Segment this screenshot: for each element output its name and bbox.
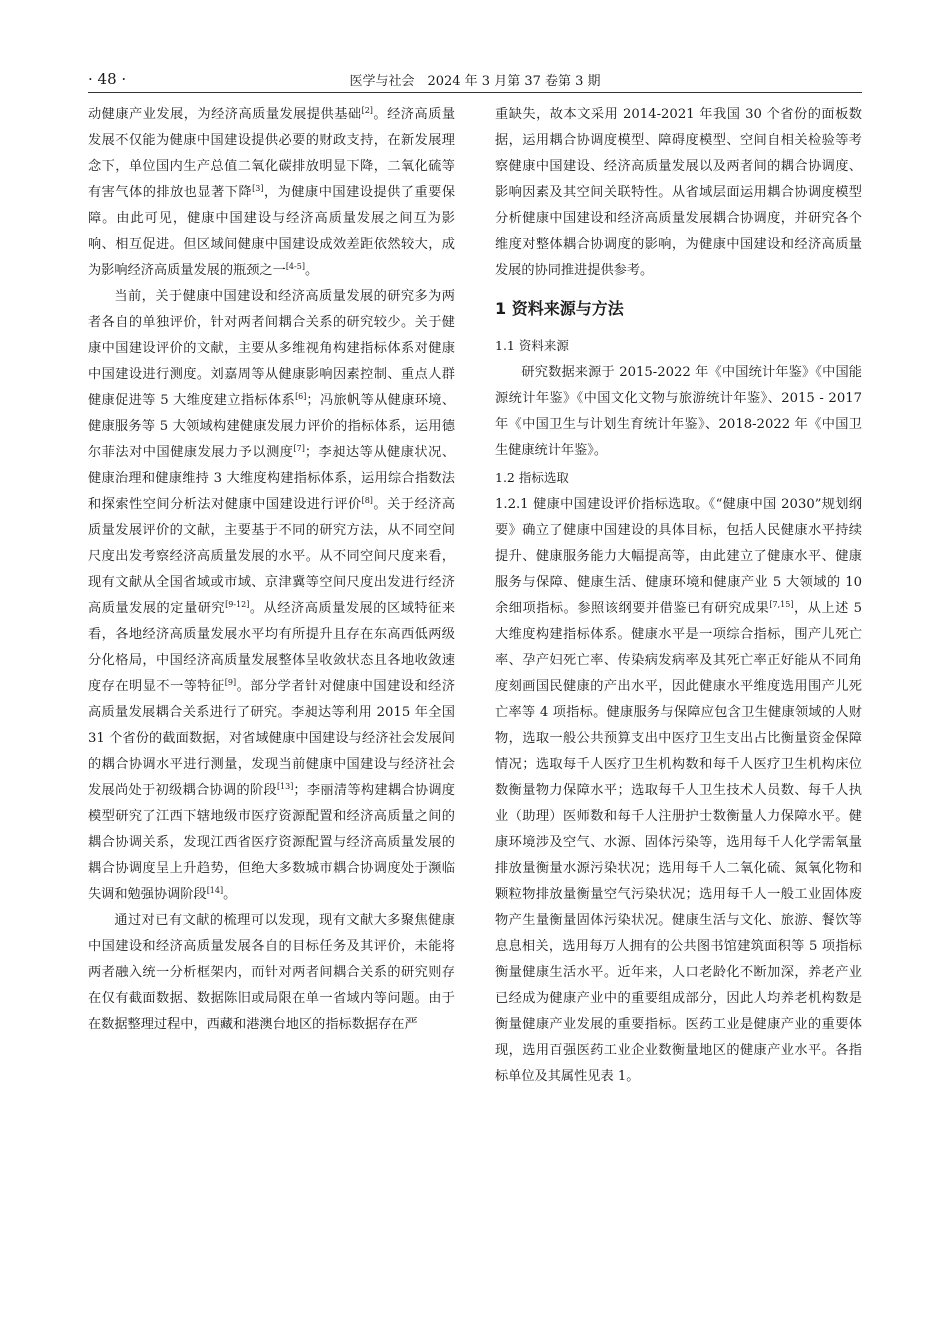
page-header [88,66,862,96]
text-segment: 。 [223,887,237,902]
citation-ref: [14] [206,886,224,895]
paragraph-indicator-selection [495,492,862,1090]
text-segment: ；李丽清等构建耦合协调度模型研究了江西下辖地级市医疗资源配置和经济高质量之间的耦合协调关系，发现江西省医疗资源配置与经济高质量发展的耦合协调度呈上升趋势，但绝大多数城市耦合协调度处于濒临失调和勉强协调阶段 [88,783,455,902]
text-segment: ；李昶达等从健康状况、健康治理和健康维持 3 大维度构建指标体系，运用综合指数法和探索性空间分析法对健康中国建设进行评价 [88,445,456,512]
citation-ref: [3] [252,184,264,193]
paragraph-data-source: 研究数据来源于 2015-2022 年《中国统计年鉴》《中国能源统计年鉴》《中国文化文物与旅游统计年鉴》、2015 - 2017 年《中国卫生与计划生育统计年鉴》、2018-2022 年《中国卫生健康统计年鉴》。 [495,365,862,458]
text-segment: 。部分学者针对健康中国建设和经济高质量发展耦合关系进行了研究。李昶达等利用 2015 年全国 31 个省份的截面数据，对省域健康中国建设与经济社会发展间的耦合协调水平进行测量，发现当前健康中国建设与经济社会发展尚处于初级耦合协调的阶段 [88,679,456,798]
citation-ref: [9] [224,678,237,687]
citation-ref: [6] [295,392,307,401]
text-segment: 当前，关于健康中国建设和经济高质量发展的研究多为两者各自的单独评价，针对两者间耦合关系的研究较少。关于健康中国建设评价的文献，主要从多维视角构建指标体系对健康中国建设进行测度。刘嘉周等从健康影响因素控制、重点人群健康促进等 5 大维度建立指标体系 [88,289,455,408]
paragraph-research-gap: 通过对已有文献的梳理可以发现，现有文献大多聚焦健康中国建设和经济高质量发展各自的目标任务及其评价，未能将两者融入统一分析框架内，而针对两者间耦合关系的研究则存在仅有截面数据、数据陈旧或局限在单一省域内等问题。由于在数据整理过程中，西藏和港澳台地区的指标数据存在严 [88,913,455,1032]
citation-ref: [7] [293,444,305,453]
text-segment: 。从经济高质量发展的区域特征来看，各地经济高质量发展水平均有所提升且存在东高西低两级分化格局，中国经济高质量发展整体呈收敛状态且各地收敛速度存在明显不一等特征 [88,601,456,694]
paragraph-intro-continued [88,102,455,284]
paragraph-study-aim: 重缺失，故本文采用 2014-2021 年我国 30 个省份的面板数据，运用耦合协调度模型、障碍度模型、空间自相关检验等考察健康中国建设、经济高质量发展以及两者间的耦合协调度、影响因素及其空间关联特性。从省域层面运用耦合协调度模型分析健康中国建设和经济高质量发展耦合协调度，并研究各个维度对整体耦合协调度的影响，为健康中国建设和经济高质量发展的协同推进提供参考。 [495,107,862,278]
text-segment: ，为健康中国建设提供了重要保障。由此可见，健康中国建设与经济高质量发展之间互为影响、相互促进。但区域间健康中国建设成效差距依然较大，成为影响经济高质量发展的瓶颈之一 [88,185,456,278]
subsection-heading-indicators: 1.2 指标选取 [495,470,569,485]
text-segment: 。经济高质量发展不仅能为健康中国建设提供必要的财政支持，在新发展理念下，单位国内生产总值二氧化碳排放明显下降，二氧化硫等有害气体的排放也显著下降 [88,107,456,200]
text-segment: ；冯旅帆等从健康环境、健康服务等 5 大领域构建健康发展力评价的指标体系，运用德尔菲法对中国健康发展力予以测度 [88,393,456,460]
journal-running-head: 医学与社会 2024 年 3 月第 37 卷第 3 期 [349,74,601,89]
right-column [495,102,862,1090]
header-rule [88,92,862,93]
citation-ref: [4-5] [285,262,305,271]
text-segment: 。 [304,263,319,278]
page-number: · 48 · [88,70,127,88]
text-segment: 动健康产业发展，为经济高质量发展提供基础 [88,107,362,122]
citation-ref: [2] [361,106,373,115]
citation-ref: [9-12] [225,600,250,609]
left-column [88,102,455,1038]
citation-ref: [13] [276,782,294,791]
text-segment: 。关于经济高质量发展评价的文献，主要基于不同的研究方法，从不同空间尺度出发考察经济高质量发展的水平。从不同空间尺度来看，现有文献从全国省域或市域、京津冀等空间尺度出发进行经济高质量发展的定量研究 [88,497,456,616]
text-segment: ，从上述 5 大维度构建指标体系。健康水平是一项综合指标，围产儿死亡率、孕产妇死亡率、传染病发病率及其死亡率正好能从不同角度刻画国民健康的产出水平，因此健康水平维度选用围产儿死亡率等 4 项指标。健康服务与保障应包含卫生健康领域的人财物，选取一般公共预算支出中医疗卫生支出占比衡量资金保障情况；选取每千人医疗卫生机构数和每千人医疗卫生机构床位数衡量物力保障水平；选取每千人卫生技术人员数、每千人执业（助理）医师数和每千人注册护士数衡量人力保障水平。健康环境涉及空气、水源、固体污染等，选用每千人化学需氧量排放量衡量水源污染状况；选用每千人二氧化硫、氮氧化物和颗粒物排放量衡量空气污染状况；选用每千人一般工业固体废物产生量衡量固体污染状况。健康生活与文化、旅游、餐饮等息息相关，选用每万人拥有的公共图书馆建筑面积等 5 项指标衡量健康生活水平。近年来，人口老龄化不断加深，养老产业已经成为健康产业中的重要组成部分，因此人均养老机构数是衡量健康产业发展的重要指标。医药工业是健康产业的重要体现，选用百强医药工业企业数衡量地区的健康产业水平。各指标单位及其属性见表 1。 [495,601,862,1084]
citation-ref: [8] [361,496,373,505]
section-heading-methods: 1 资料来源与方法 [495,299,624,318]
subsection-heading-data-source: 1.1 资料来源 [495,338,569,353]
paragraph-literature-review [88,284,455,908]
text-segment: 1.2.1 健康中国建设评价指标选取。《“健康中国 2030”规划纲要》确立了健康中国建设的具体目标，包括人民健康水平持续提升、健康服务能力大幅提高等，由此建立了健康水平、健康服务与保障、健康生活、健康环境和健康产业 5 大领域的 10 余细项指标。参照该纲要并借鉴已有研究成果 [495,497,862,616]
citation-ref: [7,15] [769,600,794,609]
